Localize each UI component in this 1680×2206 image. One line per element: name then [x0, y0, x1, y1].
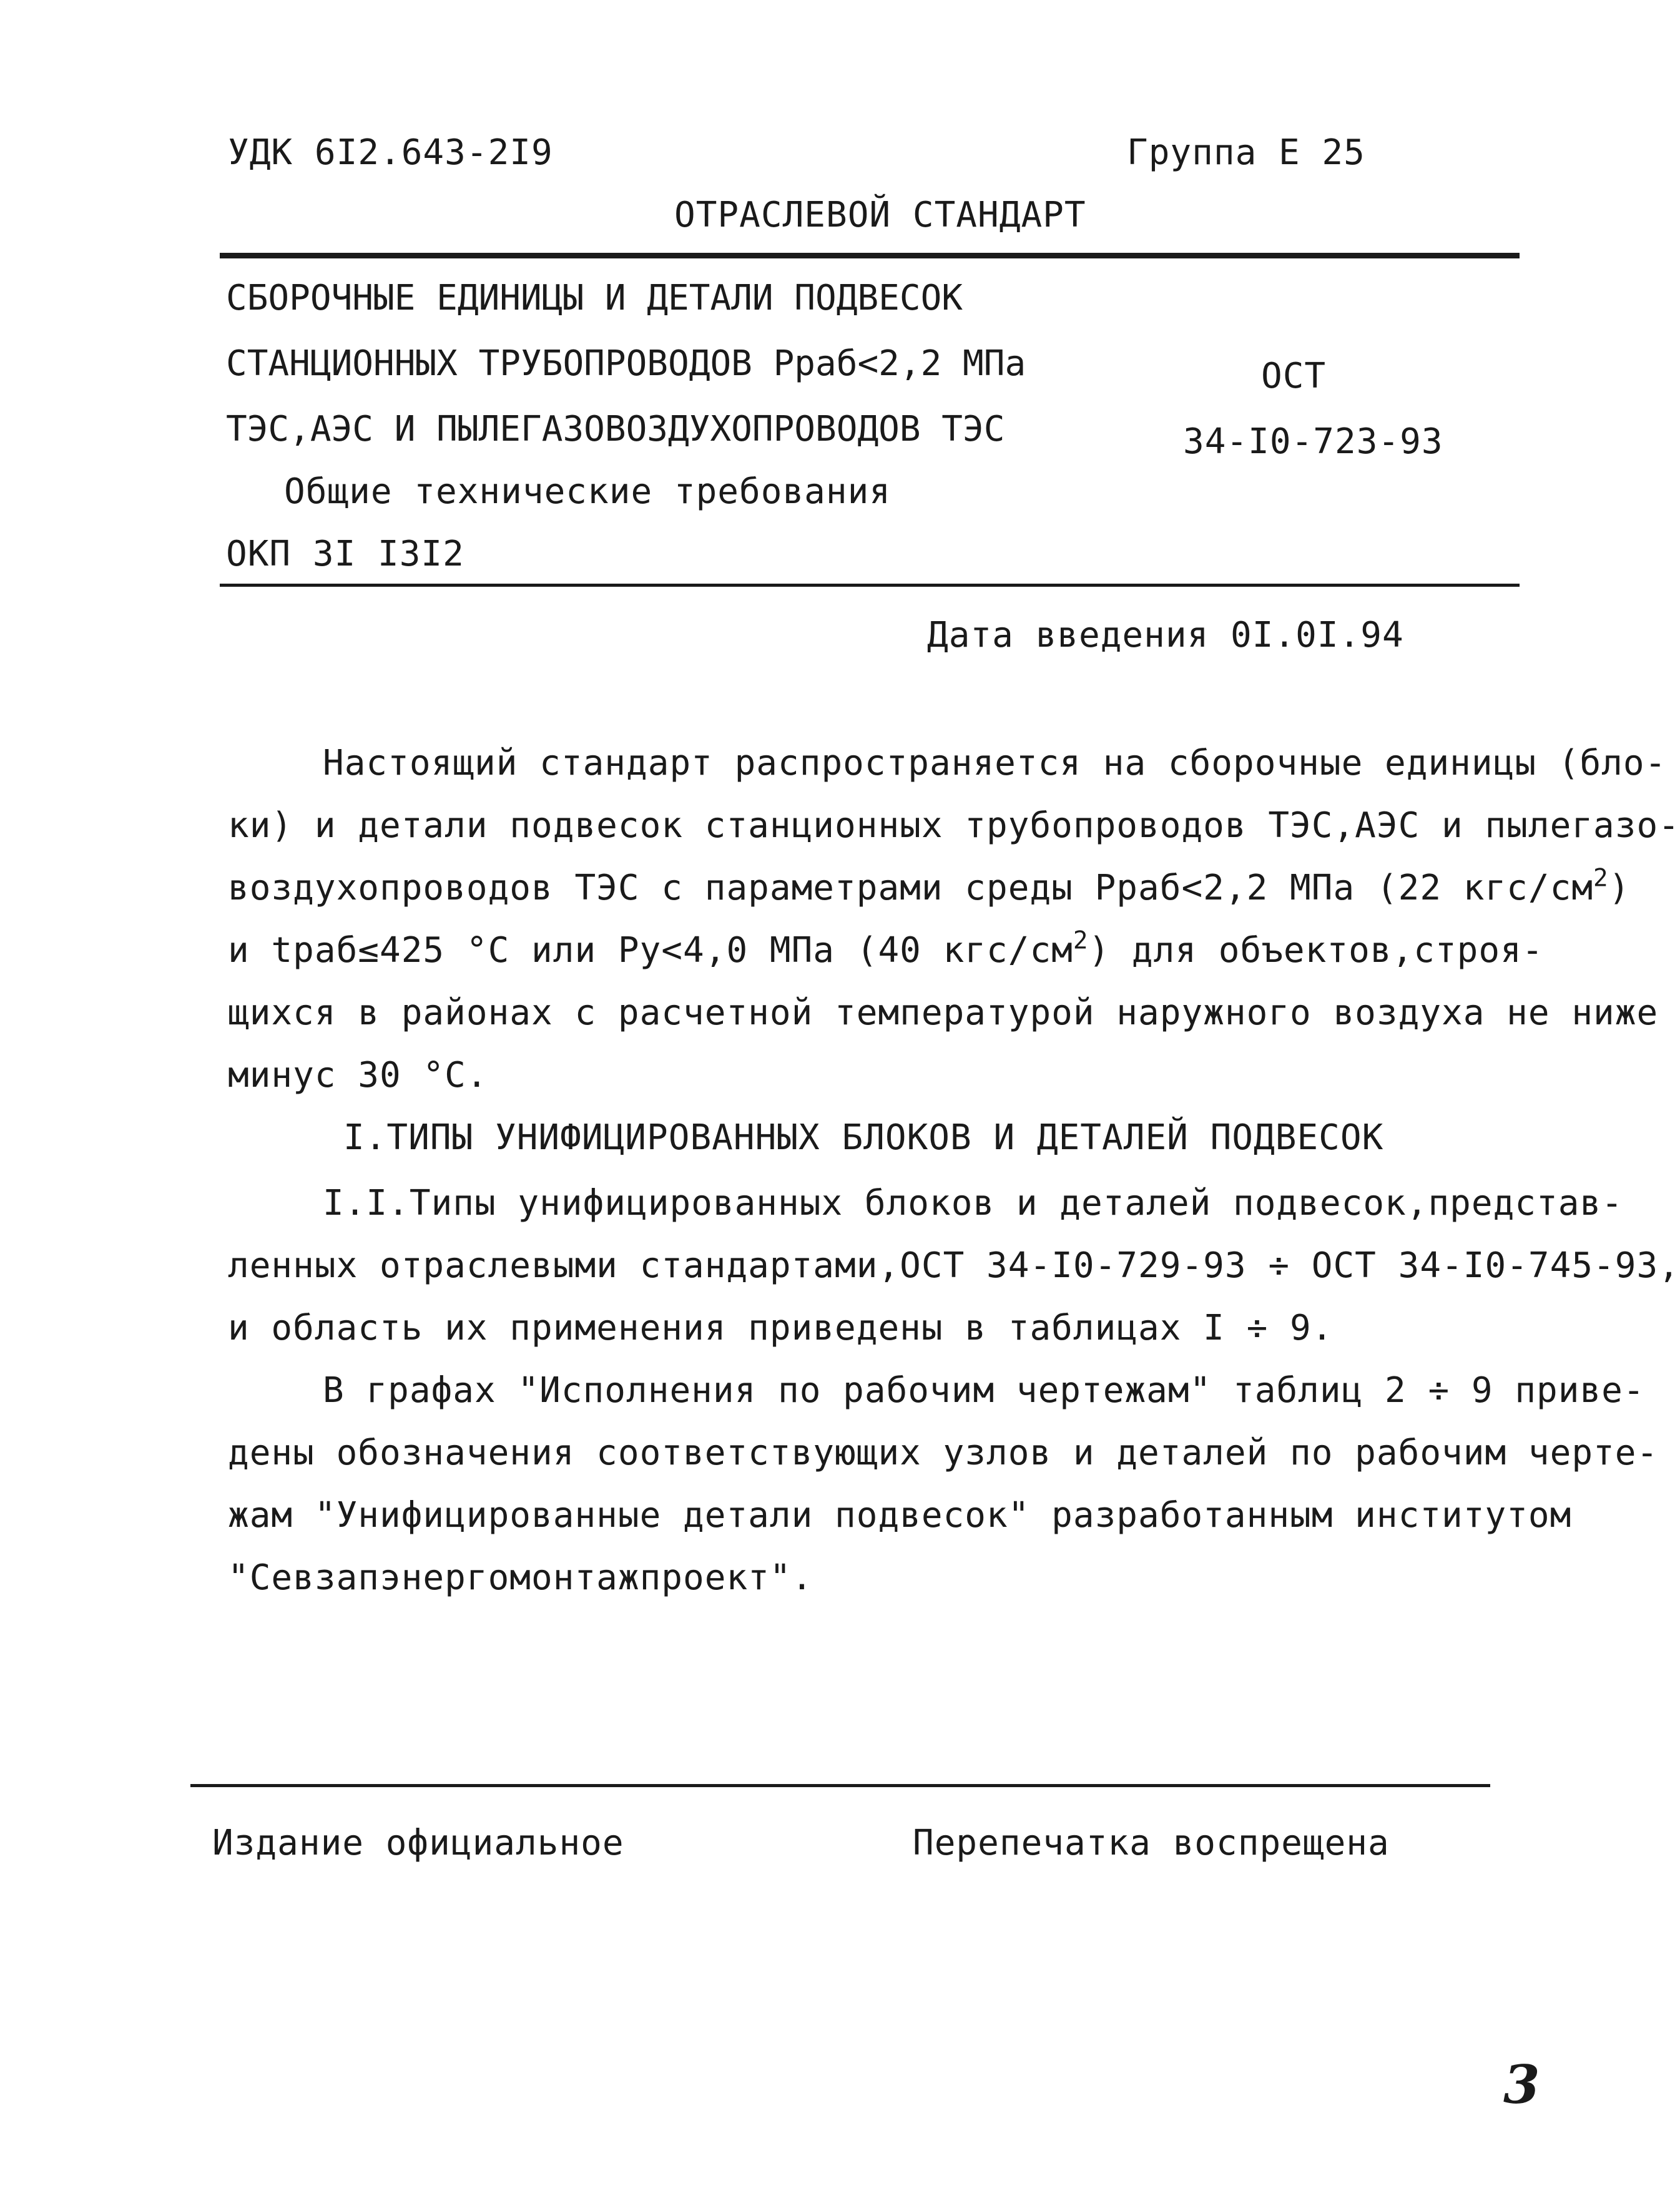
- footer-rule: [190, 1784, 1490, 1787]
- standard-type: ОТРАСЛЕВОЙ СТАНДАРТ: [674, 195, 1086, 235]
- section-1-1-line-2: ленных отраслевыми стандартами,ОСТ 34-I0-729-93 ÷ ОСТ 34-I0-745-93,: [228, 1245, 1680, 1286]
- scope-line-2: ки) и детали подвесок станционных трубопроводов ТЭС,АЭС и пылегазо-: [228, 805, 1680, 846]
- paragraph-2-line-4: "Севзапэнергомонтажпроект".: [228, 1557, 813, 1598]
- group-code: Группа Е 25: [1127, 132, 1365, 173]
- paragraph-2-line-1: В графах "Исполнения по рабочим чертежам" таблиц 2 ÷ 9 приве-: [323, 1370, 1645, 1411]
- ost-number: 34-I0-723-93: [1183, 421, 1443, 462]
- paragraph-2-line-2: дены обозначения соответствующих узлов и деталей по рабочим черте-: [228, 1433, 1659, 1473]
- okp-code: ОКП 3I I3I2: [226, 534, 464, 574]
- title-top-rule: [220, 253, 1520, 258]
- udk-code: УДК 6I2.643-2I9: [228, 132, 553, 173]
- section-1-heading: I.ТИПЫ УНИФИЦИРОВАННЫХ БЛОКОВ И ДЕТАЛЕЙ ПОДВЕСОК: [343, 1117, 1384, 1158]
- footer-reprint-prohibited: Перепечатка воспрещена: [913, 1823, 1390, 1863]
- footer-official-edition: Издание официальное: [212, 1823, 624, 1863]
- page-number: 3: [1503, 2054, 1540, 2115]
- ost-label: ОСТ: [1261, 356, 1327, 396]
- title-bottom-rule: [220, 584, 1520, 587]
- scope-line-3: воздухопроводов ТЭС с параметрами среды Рраб<2,2 МПа (22 кгс/$см^2$): [228, 864, 1631, 908]
- title-line-1: СБОРОЧНЫЕ ЕДИНИЦЫ И ДЕТАЛИ ПОДВЕСОК: [226, 278, 963, 318]
- title-line-3: ТЭС,АЭС И ПЫЛЕГАЗОВОЗДУХОПРОВОДОВ ТЭС: [226, 409, 1005, 449]
- section-1-1-line-1: I.I.Типы унифицированных блоков и деталей подвесок,представ-: [323, 1183, 1623, 1223]
- title-subtitle: Общие технические требования: [284, 471, 892, 512]
- scope-line-5: щихся в районах с расчетной температурой наружного воздуха не ниже: [228, 993, 1659, 1033]
- scope-line-4: и tраб≤425 °С или Ру<4,0 МПа (40 кгс/$см^2$) для объектов,строя-: [228, 926, 1544, 971]
- title-line-2: СТАНЦИОННЫХ ТРУБОПРОВОДОВ Рраб<2,2 МПа: [226, 343, 1026, 384]
- paragraph-2-line-3: жам "Унифицированные детали подвесок" разработанным институтом: [228, 1495, 1572, 1536]
- scope-line-1: Настоящий стандарт распространяется на сборочные единицы (бло-: [323, 743, 1667, 783]
- intro-date: Дата введения 0I.0I.94: [927, 615, 1404, 655]
- section-1-1-line-3: и область их применения приведены в таблицах I ÷ 9.: [228, 1308, 1334, 1348]
- scope-line-6: минус 30 °С.: [228, 1055, 488, 1096]
